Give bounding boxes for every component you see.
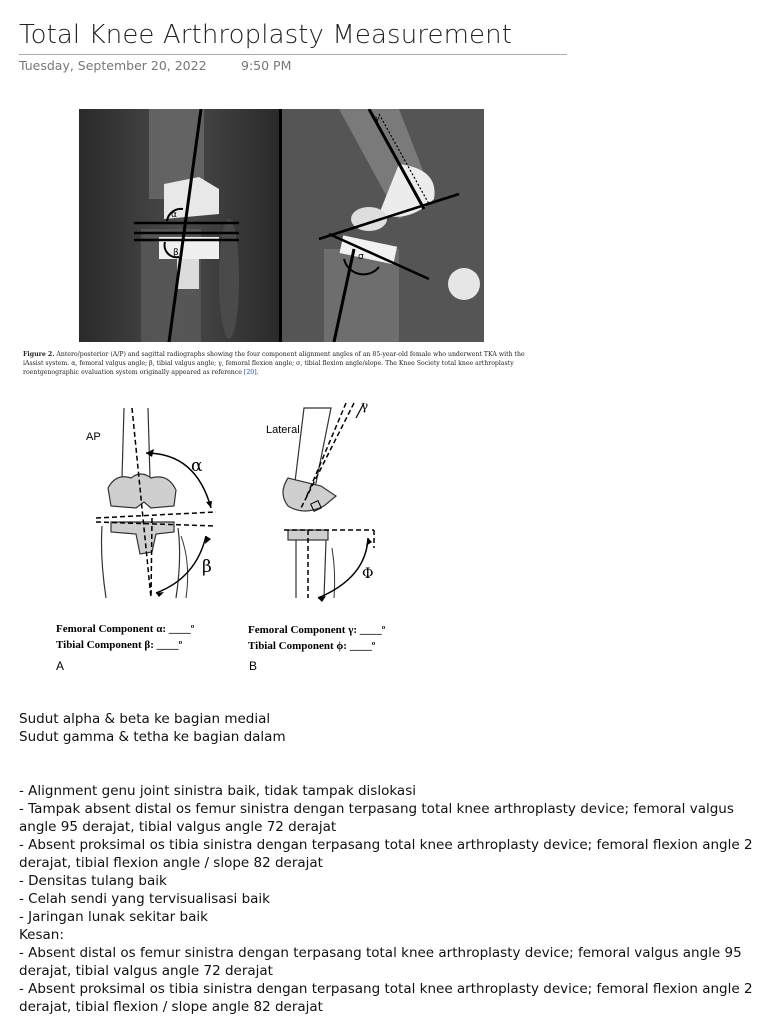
xray-svg	[79, 109, 484, 342]
kesan-item: - Absent distal os femur sinistra dengan terpasang total knee arthroplasty device; femoral valgus angle 95 derajat, tibial valgus angle 72 derajat	[19, 945, 742, 979]
femoral-alpha-label: Femoral Component α: ____º	[56, 623, 195, 635]
caption-end: .	[256, 369, 259, 376]
xray-beta-label: β	[173, 248, 179, 258]
figure-caption	[23, 350, 543, 377]
diagram-gamma: γ	[361, 399, 369, 413]
diagram-beta: β	[202, 557, 212, 577]
finding-item: - Celah sendi yang tervisualisasi baik	[19, 891, 270, 907]
note-date: Tuesday, September 20, 2022	[19, 58, 207, 73]
kesan-label: Kesan:	[19, 927, 64, 943]
tibial-phi-label: Tibial Component ϕ: ____º	[248, 640, 376, 652]
finding-item: - Alignment genu joint sinistra baik, tidak tampak dislokasi	[19, 783, 416, 799]
femoral-gamma-label: Femoral Component γ: ____º	[248, 624, 386, 636]
lateral-label: Lateral	[266, 424, 300, 436]
note-line: Sudut gamma & tetha ke bagian dalam	[19, 729, 286, 745]
diagram-phi: Φ	[362, 566, 374, 582]
title-divider	[19, 54, 567, 55]
xray-alpha-label: α	[171, 210, 177, 220]
kesan-item: - Absent proksimal os tibia sinistra dengan terpasang total knee arthroplasty device; femoral flexion angle 2 derajat, tibial flexion / slope angle 82 derajat	[19, 981, 753, 1015]
panel-a-label: A	[56, 659, 65, 673]
ap-label: AP	[86, 431, 101, 443]
note-time: 9:50 PM	[241, 58, 292, 73]
xray-gamma-label: γ	[375, 114, 380, 123]
finding-item: - Densitas tulang baik	[19, 873, 167, 889]
diagram-alpha: α	[191, 456, 203, 476]
tibial-beta-label: Tibial Component β: ____º	[56, 639, 183, 651]
xray-sigma-label: σ	[358, 252, 364, 262]
caption-ref-link[interactable]: [20]	[243, 369, 257, 376]
caption-label: Figure 2.	[23, 351, 55, 358]
alignment-diagram	[56, 398, 436, 678]
note-line: Sudut alpha & beta ke bagian medial	[19, 711, 271, 727]
caption-text: Antero/posterior (A/P) and sagittal radiographs showing the four component alignment angles of an 85-year-old female who underwent TKA with the iAssist system. α, femoral valgus angle; β, tibial valgus angle; γ, femoral flexion angle; σ, tibial flexion angle/slope. The Knee Society total knee arthroplasty roentgenographic evaluation system originally appeared as reference	[23, 351, 525, 376]
finding-item: - Absent proksimal os tibia sinistra dengan terpasang total knee arthroplasty device; femoral flexion angle 2 derajat, tibial flexion angle / slope 82 derajat	[19, 837, 753, 871]
finding-item: - Jaringan lunak sekitar baik	[19, 909, 208, 925]
diagram-svg	[56, 398, 436, 678]
xray-image	[79, 109, 484, 342]
notes-body	[19, 710, 759, 1016]
finding-item: - Tampak absent distal os femur sinistra dengan terpasang total knee arthroplasty device; femoral valgus angle 95 derajat, tibial valgus angle 72 derajat	[19, 801, 734, 835]
page-title: Total Knee Arthroplasty Measurement	[19, 20, 512, 50]
panel-b-label: B	[249, 659, 258, 673]
